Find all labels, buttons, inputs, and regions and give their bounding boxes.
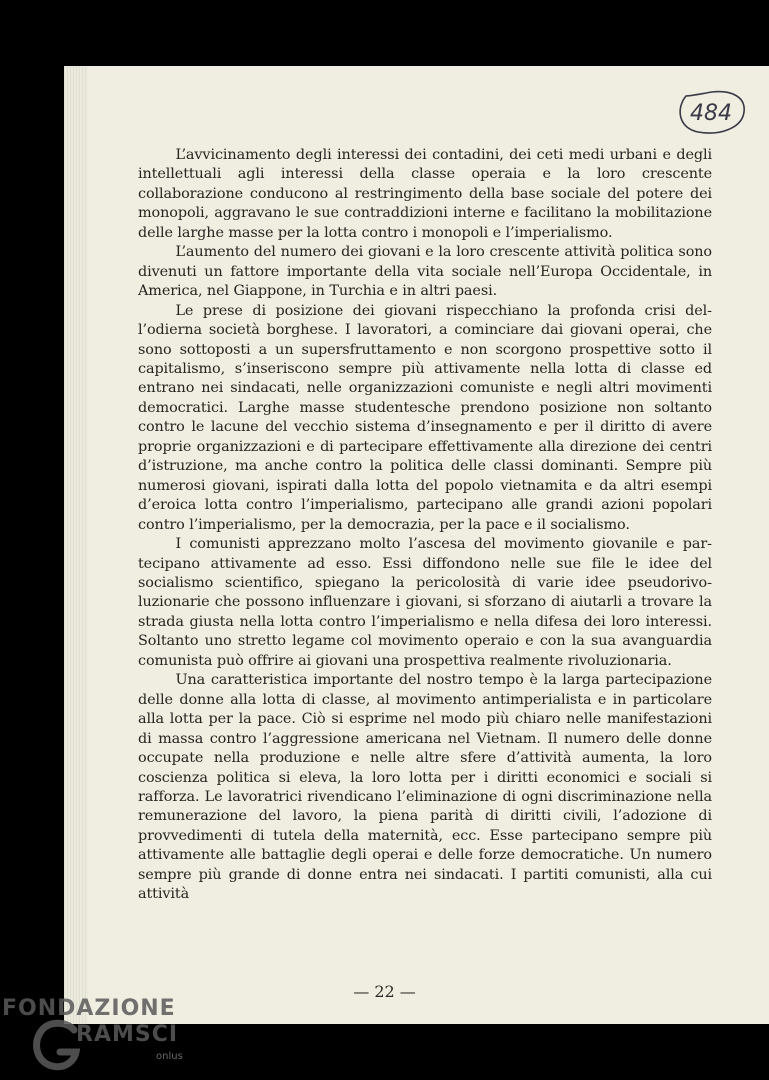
page-edge-stack bbox=[64, 66, 88, 1024]
svg-text:484: 484 bbox=[690, 101, 732, 126]
paragraph-1: L’avvicinamento degli interessi dei contadini, dei ceti medi urbani e degli intellettuali agli interessi della classe operaia e la loro crescente collaborazione conducono al restringimento della base sociale del potere dei monopoli, aggravano le sue contraddizioni interne e facilitano la mobilitazione delle larghe masse per la lotta contro i monopoli e l’imperialismo. bbox=[138, 147, 712, 241]
watermark-onlus: onlus bbox=[156, 1051, 183, 1062]
paragraph-5: Una caratteristica importante del nostro tempo è la larga partecipazione delle donne alla lotta di classe, al movimento antimperialista e in particolare alla lotta per la pace. Ciò si esprime nel modo più chiaro nelle manifestazioni di massa contro l’aggressione americana nel Vietnam. Il numero delle donne occupate nella produzione e nelle altre sfere d’attività aumenta, la loro coscienza politica si eleva, la loro lotta per i diritti economici e sociali si rafforza. Le lavoratrici rivendicano l’eliminazione di ogni discriminazione nella remunerazione del lavoro, la piena parità di diritti civili, l’adozione di provvedimenti di tutela della maternità, ecc. Esse partecipano sempre più attivamente alle battaglie degli operai e delle forze democratiche. Un numero sempre più grande di donne entra nei sindacati. I partiti comunisti, alla cui attività bbox=[138, 672, 712, 903]
page-folio: — 22 — bbox=[353, 982, 416, 1001]
paragraph-4: I comunisti apprezzano molto l’ascesa del movimento giovanile e partecipano attivamente ad esso. Essi diffondono nelle sue file le idee del socialismo scientifico, spiegano la pericolosità di varie idee pseudorivoluzionarie che possono influenzare i giovani, si sforzano di aiutarli a trovare la strada giusta nella lotta contro l’imperialismo e nella difesa dei loro interessi. Soltanto uno stretto legame col movimento operaio e con la sua avanguardia comunista può offrire ai giovani una prospettiva realmente rivoluzionaria. bbox=[138, 536, 712, 669]
handwritten-page-number bbox=[676, 88, 748, 136]
fondazione-gramsci-watermark bbox=[0, 994, 200, 1080]
paragraph-2: L’aumento del numero dei giovani e la loro crescente attività politica sono divenuti un fattore importante della vita sociale nell’Europa Occidentale, in America, nel Giappone, in Turchia e in altri paesi. bbox=[138, 244, 712, 300]
paragraph-3: Le prese di posizione dei giovani rispecchiano la profonda crisi dell’odierna società borghese. I lavoratori, a cominciare dai giovani operai, che sono sottoposti a un supersfruttamento e non scorgono prospettive sotto il capitalismo, s’inseriscono sempre più attivamente nella lotta di classe ed entrano nei sindacati, nelle organizzazioni comuniste e negli altri movimenti democratici. Larghe masse studentesche prendono posizione non soltanto contro le lacune del vecchio sistema d’insegnamento e per il diritto di avere proprie organizzazioni e di partecipare effettivamente alla direzione dei centri d’istruzione, ma anche contro la politica delle classi dominanti. Sempre più numerosi giovani, ispirati dalla lotta del popolo vietnamita e da altri esempi d’eroica lotta contro l’imperialismo, partecipano alle grandi azioni popolari contro l’imperialismo, per la democrazia, per la pace e il socialismo. bbox=[138, 302, 712, 533]
watermark-line-2: RAMSCI bbox=[76, 1022, 179, 1047]
body-text bbox=[138, 146, 712, 905]
watermark-line-1: FONDAZIONE bbox=[2, 996, 176, 1021]
